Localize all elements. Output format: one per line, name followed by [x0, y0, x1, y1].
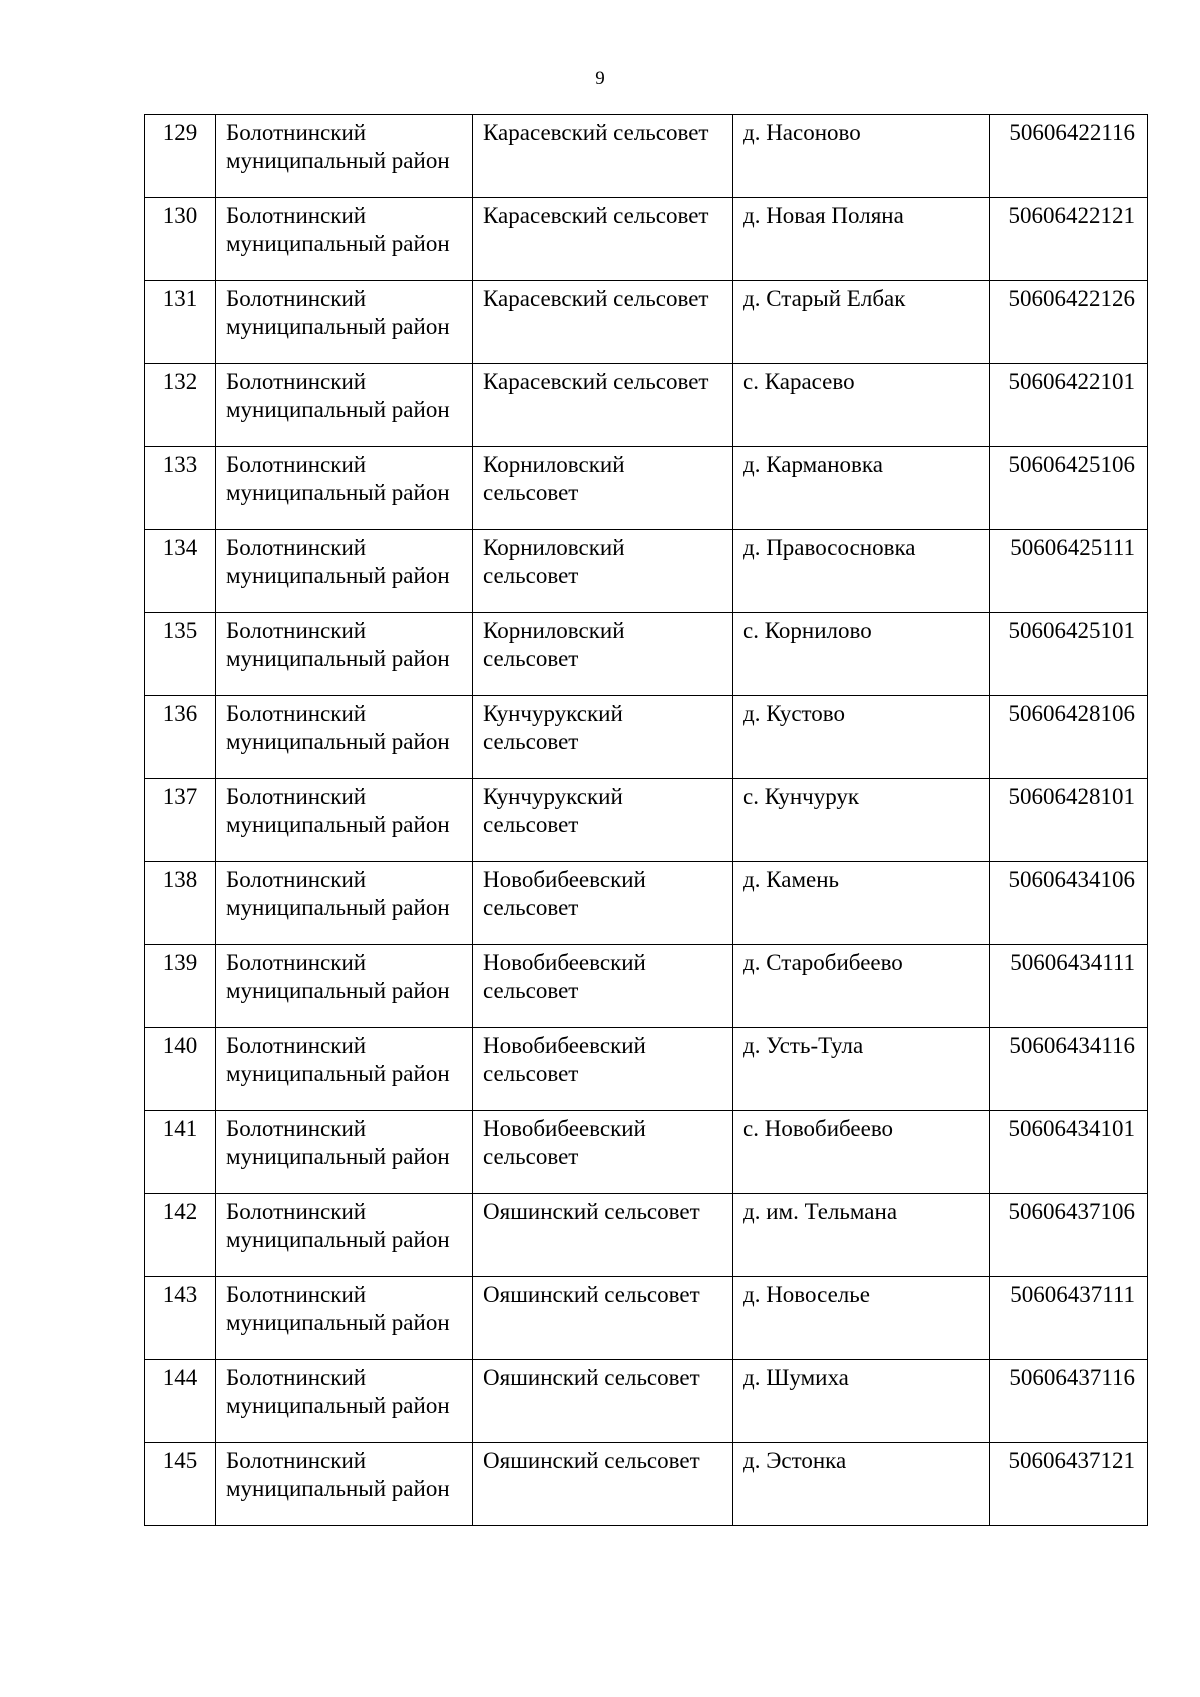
- table-row: [145, 1277, 1148, 1360]
- district-cell: Болотнинский муниципальный район: [216, 447, 473, 530]
- code-cell: 50606422121: [990, 198, 1148, 281]
- settlement-cell: д. Камень: [733, 862, 990, 945]
- table-row: [145, 281, 1148, 364]
- row-number-cell: 142: [145, 1194, 216, 1277]
- table-row: [145, 696, 1148, 779]
- settlement-cell: д. Кармановка: [733, 447, 990, 530]
- settlement-cell: д. Эстонка: [733, 1443, 990, 1526]
- table-row: [145, 364, 1148, 447]
- table-row: [145, 1194, 1148, 1277]
- row-number-cell: 140: [145, 1028, 216, 1111]
- code-cell: 50606422126: [990, 281, 1148, 364]
- district-cell: Болотнинский муниципальный район: [216, 862, 473, 945]
- row-number-cell: 145: [145, 1443, 216, 1526]
- table-row: [145, 530, 1148, 613]
- code-cell: 50606428106: [990, 696, 1148, 779]
- settlement-cell: д. Новая Поляна: [733, 198, 990, 281]
- row-number-cell: 129: [145, 115, 216, 198]
- district-cell: Болотнинский муниципальный район: [216, 530, 473, 613]
- table-row: [145, 945, 1148, 1028]
- council-cell: Карасевский сельсовет: [473, 198, 733, 281]
- row-number-cell: 143: [145, 1277, 216, 1360]
- settlement-cell: д. Шумиха: [733, 1360, 990, 1443]
- council-cell: Ояшинский сельсовет: [473, 1194, 733, 1277]
- district-cell: Болотнинский муниципальный район: [216, 1360, 473, 1443]
- council-cell: Новобибеевский сельсовет: [473, 1028, 733, 1111]
- settlement-cell: д. им. Тельмана: [733, 1194, 990, 1277]
- row-number-cell: 132: [145, 364, 216, 447]
- district-cell: Болотнинский муниципальный район: [216, 945, 473, 1028]
- row-number-cell: 136: [145, 696, 216, 779]
- row-number-cell: 134: [145, 530, 216, 613]
- code-cell: 50606425111: [990, 530, 1148, 613]
- row-number-cell: 139: [145, 945, 216, 1028]
- district-cell: Болотнинский муниципальный район: [216, 1443, 473, 1526]
- row-number-cell: 130: [145, 198, 216, 281]
- table-row: [145, 862, 1148, 945]
- settlements-table: [144, 114, 1148, 1526]
- settlement-cell: д. Старобибеево: [733, 945, 990, 1028]
- row-number-cell: 138: [145, 862, 216, 945]
- row-number-cell: 135: [145, 613, 216, 696]
- code-cell: 50606434116: [990, 1028, 1148, 1111]
- settlement-cell: д. Усть-Тула: [733, 1028, 990, 1111]
- settlement-cell: с. Кунчурук: [733, 779, 990, 862]
- settlement-cell: д. Кустово: [733, 696, 990, 779]
- table-row: [145, 115, 1148, 198]
- code-cell: 50606428101: [990, 779, 1148, 862]
- code-cell: 50606425101: [990, 613, 1148, 696]
- row-number-cell: 137: [145, 779, 216, 862]
- district-cell: Болотнинский муниципальный район: [216, 281, 473, 364]
- council-cell: Ояшинский сельсовет: [473, 1360, 733, 1443]
- settlement-cell: с. Корнилово: [733, 613, 990, 696]
- table-row: [145, 1443, 1148, 1526]
- table-row: [145, 1028, 1148, 1111]
- district-cell: Болотнинский муниципальный район: [216, 696, 473, 779]
- row-number-cell: 144: [145, 1360, 216, 1443]
- code-cell: 50606422101: [990, 364, 1148, 447]
- code-cell: 50606437111: [990, 1277, 1148, 1360]
- code-cell: 50606425106: [990, 447, 1148, 530]
- council-cell: Корниловский сельсовет: [473, 613, 733, 696]
- code-cell: 50606434111: [990, 945, 1148, 1028]
- table-row: [145, 779, 1148, 862]
- council-cell: Карасевский сельсовет: [473, 364, 733, 447]
- district-cell: Болотнинский муниципальный район: [216, 1111, 473, 1194]
- code-cell: 50606422116: [990, 115, 1148, 198]
- district-cell: Болотнинский муниципальный район: [216, 115, 473, 198]
- settlement-cell: д. Правососновка: [733, 530, 990, 613]
- council-cell: Новобибеевский сельсовет: [473, 1111, 733, 1194]
- settlement-cell: с. Карасево: [733, 364, 990, 447]
- settlements-table-body: [145, 115, 1148, 1526]
- council-cell: Ояшинский сельсовет: [473, 1443, 733, 1526]
- settlement-cell: с. Новобибеево: [733, 1111, 990, 1194]
- table-row: [145, 447, 1148, 530]
- council-cell: Корниловский сельсовет: [473, 530, 733, 613]
- council-cell: Новобибеевский сельсовет: [473, 862, 733, 945]
- row-number-cell: 133: [145, 447, 216, 530]
- table-row: [145, 1360, 1148, 1443]
- council-cell: Карасевский сельсовет: [473, 281, 733, 364]
- code-cell: 50606437116: [990, 1360, 1148, 1443]
- council-cell: Ояшинский сельсовет: [473, 1277, 733, 1360]
- district-cell: Болотнинский муниципальный район: [216, 364, 473, 447]
- code-cell: 50606437106: [990, 1194, 1148, 1277]
- table-row: [145, 613, 1148, 696]
- district-cell: Болотнинский муниципальный район: [216, 1194, 473, 1277]
- district-cell: Болотнинский муниципальный район: [216, 1277, 473, 1360]
- table-row: [145, 198, 1148, 281]
- council-cell: Новобибеевский сельсовет: [473, 945, 733, 1028]
- district-cell: Болотнинский муниципальный район: [216, 779, 473, 862]
- council-cell: Корниловский сельсовет: [473, 447, 733, 530]
- district-cell: Болотнинский муниципальный район: [216, 1028, 473, 1111]
- row-number-cell: 131: [145, 281, 216, 364]
- settlement-cell: д. Новоселье: [733, 1277, 990, 1360]
- table-row: [145, 1111, 1148, 1194]
- row-number-cell: 141: [145, 1111, 216, 1194]
- council-cell: Карасевский сельсовет: [473, 115, 733, 198]
- code-cell: 50606434101: [990, 1111, 1148, 1194]
- council-cell: Кунчурукский сельсовет: [473, 779, 733, 862]
- district-cell: Болотнинский муниципальный район: [216, 613, 473, 696]
- code-cell: 50606437121: [990, 1443, 1148, 1526]
- code-cell: 50606434106: [990, 862, 1148, 945]
- page-number: 9: [595, 68, 605, 89]
- council-cell: Кунчурукский сельсовет: [473, 696, 733, 779]
- district-cell: Болотнинский муниципальный район: [216, 198, 473, 281]
- settlement-cell: д. Старый Елбак: [733, 281, 990, 364]
- settlement-cell: д. Насоново: [733, 115, 990, 198]
